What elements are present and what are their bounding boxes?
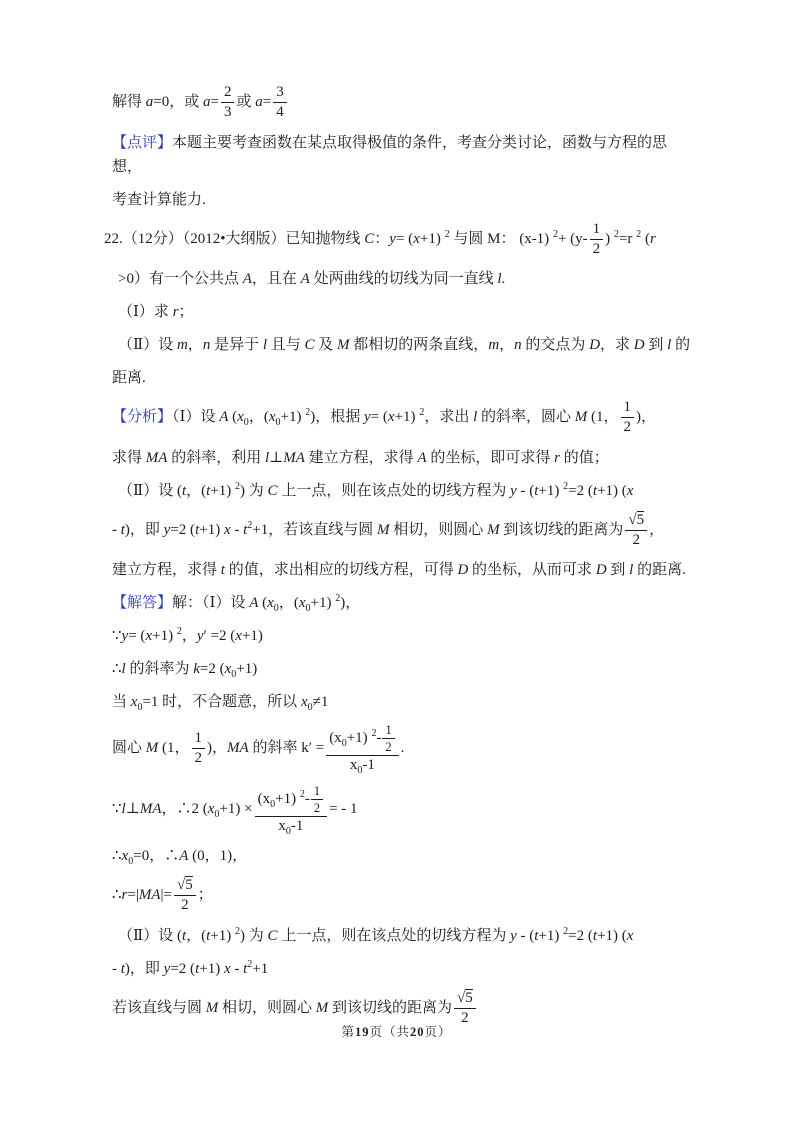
fraction-numerator: $(x_0+1)$ $^2$- $\frac{1}{2}$ xyxy=(326,723,398,756)
math-variable: x xyxy=(387,409,395,426)
subscript: 0 xyxy=(285,825,291,837)
subscript: 0 xyxy=(307,702,313,713)
superscript: 2 xyxy=(371,728,377,740)
superscript: 2 xyxy=(552,228,558,240)
section-label: 【分析】 xyxy=(112,409,173,426)
content-line: （Ⅱ）设 (t，(t+1) $^2$) 为 C 上一点，则在该点处的切线方程为 y - (t+1) $^2$=2 (t+1) (x xyxy=(118,925,634,944)
fraction-numerator: $(x_0+1)$ $^2$- $\frac{1}{2}$ xyxy=(255,784,327,817)
content-line: （Ⅰ）求 r； xyxy=(118,304,194,320)
math-variable: MA xyxy=(227,740,249,757)
fraction-denominator: 4 xyxy=(276,104,284,121)
math-variable: t xyxy=(534,927,539,944)
math-variable: t xyxy=(534,482,539,499)
content-line: - t)，即 y=2 (t+1) $x - t^2+1$ xyxy=(112,958,269,977)
sqrt-radical xyxy=(628,511,644,528)
content-line: （Ⅱ）设 (t，(t+1) $^2$) 为 C 上一点，则在该点处的切线方程为 y - (t+1) $^2$=2 (t+1) (x xyxy=(118,480,634,499)
math-variable: x xyxy=(237,409,244,426)
fraction-denominator: $x_0-1$ xyxy=(349,757,375,777)
content-line: 【解答】解：（Ⅰ）设 A ($x_0$，$(x_0+1)$ $^2$)， xyxy=(112,593,361,614)
math-variable: D xyxy=(589,337,601,353)
subscript: 0 xyxy=(128,856,134,868)
fraction xyxy=(221,84,235,122)
math-variable: C xyxy=(267,927,278,944)
math-variable: MA xyxy=(145,449,168,466)
math-variable: y xyxy=(510,927,517,944)
math-variable: A xyxy=(179,848,189,865)
math-variable: t xyxy=(120,960,125,977)
math-variable: t xyxy=(592,927,598,944)
math-variable: MA xyxy=(283,449,305,466)
content-line: 求得 MA 的斜率，利用 l⊥MA 建立方程，求得 A 的坐标，即可求得 r 的值； xyxy=(112,449,609,466)
math-variable: A xyxy=(417,449,427,466)
fraction xyxy=(326,723,398,775)
section-label: 【解答】 xyxy=(112,595,173,611)
fraction-numerator: 1 xyxy=(621,399,635,418)
math-variable: D xyxy=(457,562,469,578)
superscript: 2 xyxy=(235,480,241,492)
content-line: 22.（12分）（2012•大纲版）已知抛物线 C：y= (x+1) $^2$ 与圆 M： (x-1) $^2$+ (y- $\frac{1}{2}$ ) $^2$=r $^2$ (r xyxy=(104,220,656,257)
content-line: ∵l⊥MA，∴2 $(x_0+1)$ × $(x_0+1)$ $^2$- $\frac{1}{2}$ $x_0-1$ = - 1 xyxy=(112,783,358,837)
math-variable: D xyxy=(595,562,607,578)
math-variable: M xyxy=(337,337,350,353)
subscript: 0 xyxy=(305,603,311,614)
radicand: 5 xyxy=(185,877,193,894)
math-variable: A xyxy=(242,271,252,287)
fraction-denominator: 2 xyxy=(592,240,601,257)
math-variable: y xyxy=(163,960,171,977)
superscript: 2 xyxy=(247,519,253,531)
math-variable: M xyxy=(315,999,329,1016)
fraction-denominator: 2 xyxy=(632,531,640,548)
math-variable: x xyxy=(626,482,634,499)
math-variable: M xyxy=(574,409,588,426)
math-variable: A xyxy=(249,595,259,611)
superscript: 2 xyxy=(335,593,341,604)
math-variable: t xyxy=(243,960,248,977)
content-line: 距离. xyxy=(112,370,146,386)
radicand: 5 xyxy=(465,989,473,1006)
fraction-denominator: $x_0-1$ xyxy=(278,817,304,837)
content-line: 考查计算能力. xyxy=(112,191,206,208)
fraction-denominator: 2 xyxy=(623,419,632,436)
fraction xyxy=(590,221,604,259)
math-variable: m xyxy=(176,337,188,353)
math-variable: x xyxy=(223,960,231,977)
superscript: 2 xyxy=(235,925,241,937)
content-line: 若该直线与圆 M 相切，则圆心 M 到该切线的距离为 √ $\frac{5}{2}$ xyxy=(112,990,696,1028)
page-number: 20 xyxy=(410,1025,425,1039)
subscript: 0 xyxy=(275,417,281,429)
math-variable: l xyxy=(629,562,634,578)
math-variable: x xyxy=(130,694,138,710)
fraction xyxy=(382,723,394,754)
math-variable: x xyxy=(413,230,420,247)
math-variable: t xyxy=(206,482,211,499)
content-line: ∴r=|MA|= √ $\frac{5}{2}$ ； xyxy=(112,877,696,915)
math-variable: y xyxy=(389,230,396,247)
math-variable: l xyxy=(262,337,267,353)
fraction-numerator: 1 xyxy=(192,730,206,749)
math-variable: MA xyxy=(139,800,162,817)
content-line: - t)，即 y=2 (t+1) $x - t^2+1$，若该直线与圆 M 相切，则圆心 M 到该切线的距离为 √ $\frac{5}{2}$ ， xyxy=(112,512,696,550)
fraction-numerator: 1 xyxy=(590,221,604,240)
superscript: 2 xyxy=(305,407,311,419)
math-variable: D xyxy=(633,337,645,353)
section-label: 【点评】 xyxy=(112,134,173,151)
subscript: 0 xyxy=(270,798,276,810)
fraction-denominator: 2 xyxy=(313,800,321,815)
math-variable: m xyxy=(488,337,500,353)
page-number: 19 xyxy=(354,1025,370,1039)
math-variable: l xyxy=(497,271,502,287)
math-variable: t xyxy=(206,927,211,944)
content-line: 【分析】（Ⅰ）设 A ($x_0$，$(x_0+1)$ $^2$)，根据 y= (x+1) $^2$，求出 l 的斜率，圆心 M (1， $\frac{1}{2}$ )， xyxy=(112,399,657,436)
math-variable: l xyxy=(121,661,126,677)
fraction-numerator: 2 xyxy=(221,84,235,103)
fraction-denominator: 2 xyxy=(385,740,392,755)
document-content xyxy=(104,84,696,1036)
superscript: 2 xyxy=(563,480,569,492)
math-variable: M xyxy=(377,521,390,538)
fraction-numerator xyxy=(454,990,476,1009)
fraction xyxy=(192,730,206,768)
fraction-numerator xyxy=(174,877,196,896)
fraction-denominator: 3 xyxy=(223,104,232,121)
math-variable: n xyxy=(202,337,211,353)
math-variable: k xyxy=(193,661,200,677)
fraction xyxy=(255,784,327,836)
sqrt-radical xyxy=(457,989,473,1006)
content-line: 圆心 M (1， $\frac{1}{2}$ )，MA 的斜率 k′ = $(x_0+1)$ $^2$- $\frac{1}{2}$ $x_0-1$ . xyxy=(112,723,405,777)
superscript: 2 xyxy=(613,228,619,240)
math-variable: t xyxy=(220,562,225,578)
radicand: 5 xyxy=(636,511,645,528)
superscript: 2 xyxy=(176,626,182,637)
math-variable: l xyxy=(667,337,672,353)
content-line: 【点评】本题主要考查函数在某点取得极值的条件，考查分类讨论，函数与方程的思想， xyxy=(112,134,668,175)
math-variable: MA xyxy=(138,887,161,904)
sqrt-radical xyxy=(177,876,193,893)
math-variable: A xyxy=(300,271,310,287)
superscript: 2 xyxy=(299,788,305,800)
subscript: 0 xyxy=(341,738,347,750)
superscript: 2 xyxy=(419,407,425,419)
math-variable: t xyxy=(195,521,200,538)
math-variable: x xyxy=(267,595,274,611)
content-line: ∴l 的斜率为 k=2 $(x_0+1)$ xyxy=(112,661,258,680)
math-variable: l xyxy=(264,449,270,466)
subscript: 0 xyxy=(231,669,237,680)
fraction-denominator: 2 xyxy=(194,750,203,767)
superscript: 2 xyxy=(444,228,450,240)
subscript: 0 xyxy=(243,417,249,429)
fraction xyxy=(625,512,647,550)
math-variable: t xyxy=(181,482,187,499)
content-line: >0）有一个公共点 A，且在 A 处两曲线的切线为同一直线 l. xyxy=(118,271,506,287)
fraction-numerator xyxy=(625,512,647,531)
math-variable: M xyxy=(145,740,159,757)
math-variable: C xyxy=(304,337,315,353)
math-variable: t xyxy=(243,521,248,538)
math-variable: t xyxy=(195,960,200,977)
math-variable: t xyxy=(120,521,125,538)
math-variable: l xyxy=(121,800,126,817)
math-variable: x xyxy=(223,521,231,538)
math-variable: r xyxy=(554,449,560,466)
fraction-numerator: 1 xyxy=(311,784,323,800)
math-variable: l xyxy=(473,409,478,426)
subscript: 0 xyxy=(357,765,363,777)
math-variable: x xyxy=(268,409,276,426)
math-variable: a xyxy=(145,94,154,111)
math-variable: y xyxy=(121,628,129,644)
math-variable: t xyxy=(181,927,187,944)
math-variable: y xyxy=(364,409,371,426)
math-variable: M xyxy=(205,999,219,1016)
fraction-denominator: 2 xyxy=(461,1009,469,1026)
subscript: 0 xyxy=(214,808,220,820)
math-variable: A xyxy=(219,409,229,426)
fraction xyxy=(174,877,196,915)
content-line: 建立方程，求得 t 的值，求出相应的切线方程，可得 D 的坐标，从而可求 D 到 l 的距离. xyxy=(112,562,686,578)
math-variable: x xyxy=(224,661,232,677)
content-line: 当 $x_0=1$ 时，不合题意，所以 $x_0\ne 1$ xyxy=(112,694,329,713)
content-line: （Ⅱ）设 m，n 是异于 l 且与 C 及 M 都相切的两条直线，m，n 的交点为 D，求 D 到 l 的 xyxy=(118,337,691,353)
math-variable: a xyxy=(255,94,263,111)
math-variable: x xyxy=(235,628,242,644)
content-line: $\therefore x_0=0$，∴A (0，1)， xyxy=(112,848,248,868)
math-variable: M xyxy=(487,521,500,538)
page-number-footer: 第19页（共20页） xyxy=(341,1025,452,1039)
math-variable: n xyxy=(514,337,522,353)
math-variable: x xyxy=(145,628,153,644)
subscript: 0 xyxy=(273,603,279,614)
superscript: 2 xyxy=(563,925,569,937)
math-variable: y xyxy=(196,628,204,644)
math-variable: C xyxy=(364,230,375,247)
math-variable: r xyxy=(649,230,656,247)
math-variable: x xyxy=(207,800,215,817)
fraction-numerator: 1 xyxy=(382,723,394,739)
fraction xyxy=(621,399,635,437)
math-variable: x xyxy=(121,848,129,865)
fraction-denominator: 2 xyxy=(181,897,189,914)
superscript: 2 xyxy=(636,228,642,240)
superscript: 2 xyxy=(247,958,253,970)
math-variable: r xyxy=(121,887,128,904)
fraction-numerator: 3 xyxy=(273,84,287,103)
math-variable: x xyxy=(300,694,308,710)
math-variable: r xyxy=(172,304,179,320)
math-variable: y xyxy=(163,521,171,538)
math-variable: y xyxy=(510,482,517,499)
math-variable: x xyxy=(626,927,634,944)
math-variable: a xyxy=(202,94,211,111)
math-variable: x xyxy=(298,595,306,611)
subscript: 0 xyxy=(137,702,143,713)
math-variable: C xyxy=(267,482,278,499)
content-line: ∵y= (x+1) $^2$，y′ =2 (x+1) xyxy=(112,626,263,644)
content-line: 解得 a=0，或 a= $\frac{2}{3}$ 或 a= $\frac{3}{4}$ xyxy=(112,84,696,122)
fraction xyxy=(311,784,323,815)
fraction xyxy=(273,84,287,122)
math-variable: t xyxy=(592,482,598,499)
